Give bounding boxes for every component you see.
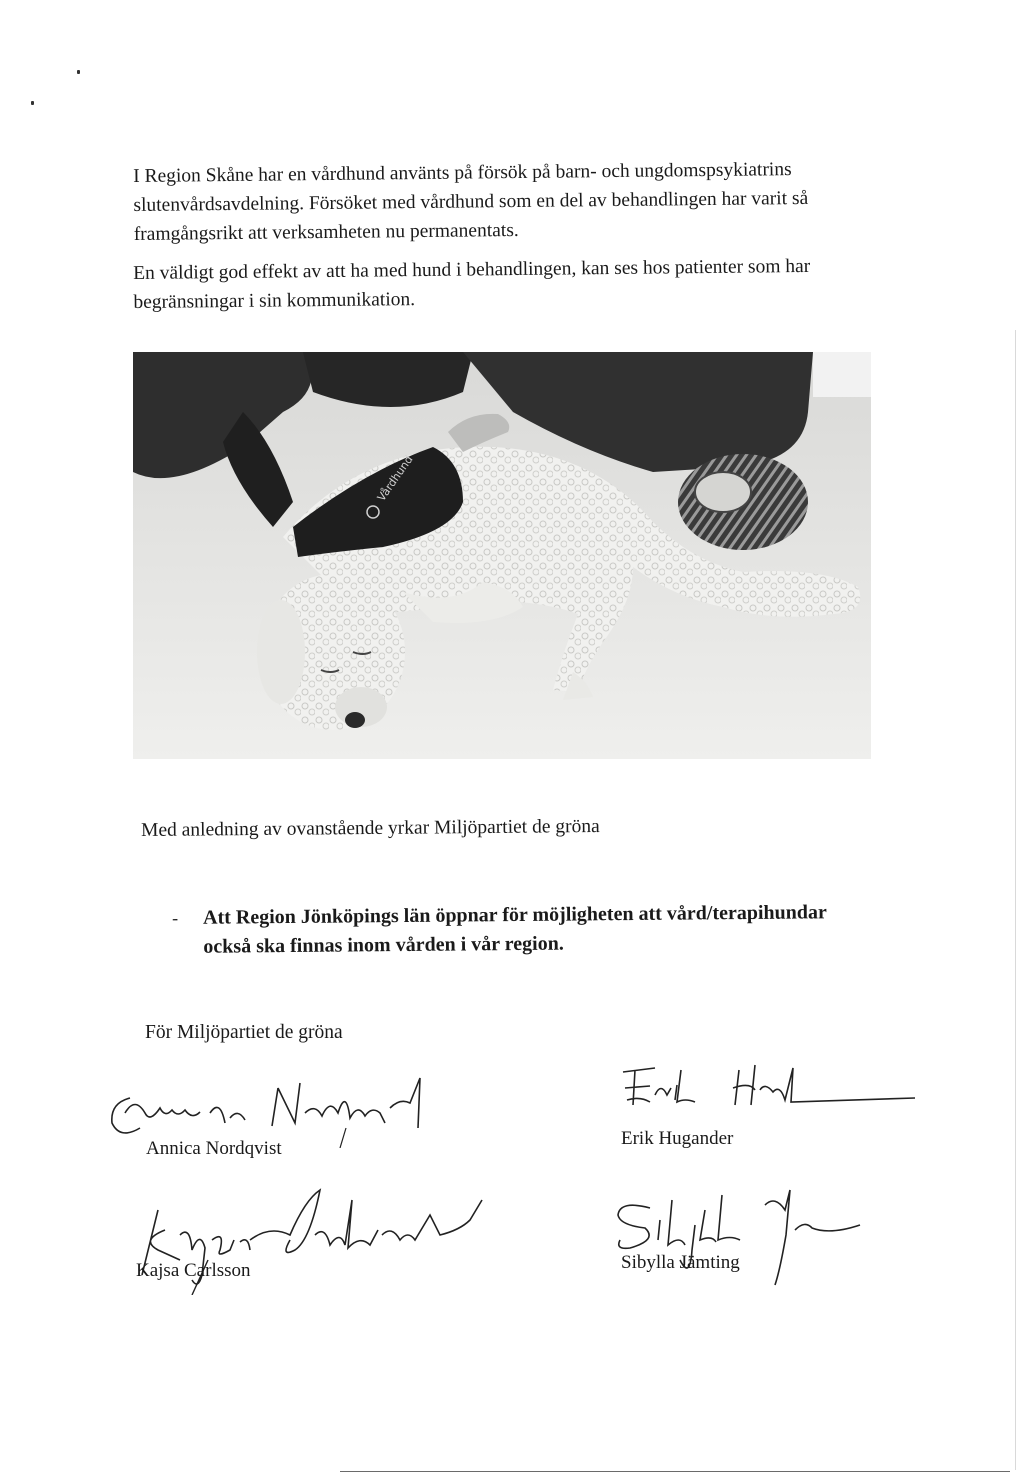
handwritten-signature	[600, 1180, 900, 1300]
vest-label: Vårdhund	[374, 453, 416, 504]
intro-statement: Med anledning av ovanstående yrkar Miljöpartiet de gröna	[141, 815, 600, 841]
handwritten-signature	[615, 1060, 925, 1120]
scan-bottom-line	[340, 1471, 1010, 1472]
signature-annica-nordqvist	[100, 1068, 460, 1168]
therapy-dog-photo	[133, 352, 871, 759]
demand-item	[172, 898, 872, 958]
demand-text: Att Region Jönköpings län öppnar för möjligheten att vård/terapihundar också ska finnas inom vården i vår region.	[203, 901, 827, 958]
signature-kajsa-carlsson	[130, 1180, 510, 1295]
signature-heading: För Miljöpartiet de gröna	[145, 1022, 343, 1043]
paragraph-2: En väldigt god effekt av att ha med hund i behandlingen, kan ses hos patienter som har begränsningar i sin kommunikation.	[133, 255, 811, 313]
scan-speck	[77, 70, 80, 74]
bullet-dash: -	[172, 907, 179, 928]
signer-name: Erik Hugander	[621, 1128, 734, 1149]
signer-name: Sibylla Jämting	[621, 1252, 740, 1273]
signer-name: Annica Nordqvist	[146, 1138, 282, 1159]
scan-speck	[31, 101, 34, 105]
signature-erik-hugander	[615, 1060, 925, 1160]
paragraph-1: I Region Skåne har en vårdhund använts på försök på barn- och ungdomspsykiatrins slutenvårdsavdelning. Försöket med vårdhund som en del av behandlingen har varit så framgångsrikt att verksamheten nu permanentats.	[133, 159, 809, 245]
scan-edge-line	[1015, 330, 1016, 1470]
signer-name: Kajsa Carlsson	[136, 1260, 251, 1281]
signature-sibylla-jamting	[600, 1180, 900, 1300]
handwritten-signature	[100, 1068, 460, 1148]
